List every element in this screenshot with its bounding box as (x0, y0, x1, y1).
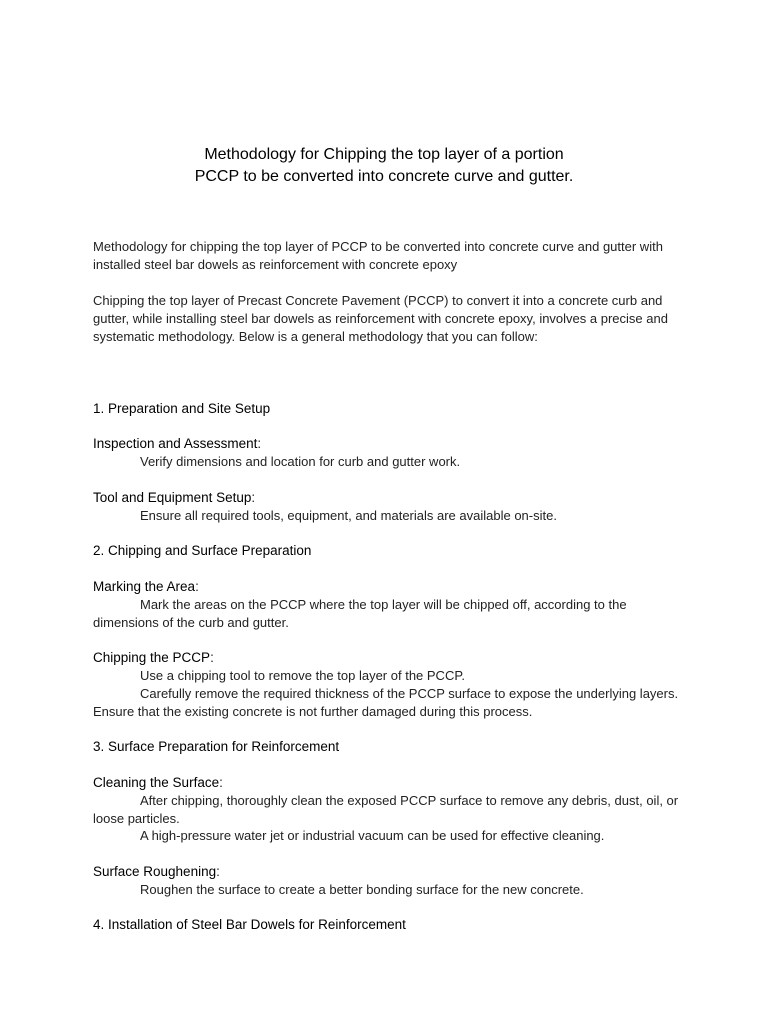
subheading-tool-equipment-setup (93, 489, 683, 507)
section-1-heading: 1. Preparation and Site Setup (93, 401, 271, 416)
paragraph-marking-area: Mark the areas on the PCCP where the top layer will be chipped off, according to the dimensions of the curb and gutter. (93, 597, 627, 630)
subheading-inspection-assessment (93, 435, 683, 453)
subheading-colon: : (251, 490, 256, 505)
subheading-label: Cleaning the Surface (93, 775, 220, 790)
subheading-label: Tool and Equipment Setup (93, 490, 252, 505)
section-2-heading: 2. Chipping and Surface Preparation (93, 543, 312, 558)
subheading-colon: : (210, 650, 214, 665)
subheading-label: Inspection and Assessment (93, 436, 258, 451)
subheading-label: Surface Roughening (93, 864, 217, 879)
paragraph-chipping-pccp-1: Use a chipping tool to remove the top layer of the PCCP. (140, 668, 465, 683)
subheading-label: Marking the Area (93, 579, 196, 594)
subheading-surface-roughening (93, 863, 683, 881)
intro-paragraph-2: Chipping the top layer of Precast Concrete Pavement (PCCP) to convert it into a concrete curb and gutter, while installing steel bar dowels as reinforcement with concrete epoxy, involves a precise and systematic methodology. Below is a general methodology that you can follow: (93, 293, 668, 344)
subheading-cleaning-surface (93, 774, 683, 792)
paragraph-inspection-assessment: Verify dimensions and location for curb and gutter work. (140, 454, 461, 469)
section-3-heading: 3. Surface Preparation for Reinforcement (93, 739, 340, 754)
paragraph-cleaning-surface-1: After chipping, thoroughly clean the exposed PCCP surface to remove any debris, dust, oil, or loose particles. (93, 793, 679, 826)
subheading-colon: : (219, 775, 223, 790)
subheading-label: Chipping the PCCP (93, 650, 211, 665)
subheading-chipping-pccp (93, 649, 683, 667)
subheading-marking-area (93, 578, 683, 596)
paragraph-surface-roughening: Roughen the surface to create a better bonding surface for the new concrete. (140, 882, 584, 897)
document-title-line-1: Methodology for Chipping the top layer of a portion (204, 146, 564, 163)
subheading-colon: : (257, 436, 262, 451)
paragraph-cleaning-surface-2: A high-pressure water jet or industrial vacuum can be used for effective cleaning. (140, 828, 605, 843)
paragraph-chipping-pccp-2: Carefully remove the required thickness of the PCCP surface to expose the underlying layers. Ensure that the existing concrete is not further damaged during this process. (93, 686, 679, 719)
subheading-colon: : (195, 579, 199, 594)
paragraph-tool-equipment-setup: Ensure all required tools, equipment, and materials are available on-site. (140, 508, 557, 523)
document-title-line-2: PCCP to be converted into concrete curve and gutter. (194, 168, 574, 185)
subheading-colon: : (216, 864, 220, 879)
section-4-heading: 4. Installation of Steel Bar Dowels for Reinforcement (93, 917, 406, 932)
intro-paragraph-1: Methodology for chipping the top layer of PCCP to be converted into concrete curve and gutter with installed steel bar dowels as reinforcement with concrete epoxy (93, 239, 663, 272)
